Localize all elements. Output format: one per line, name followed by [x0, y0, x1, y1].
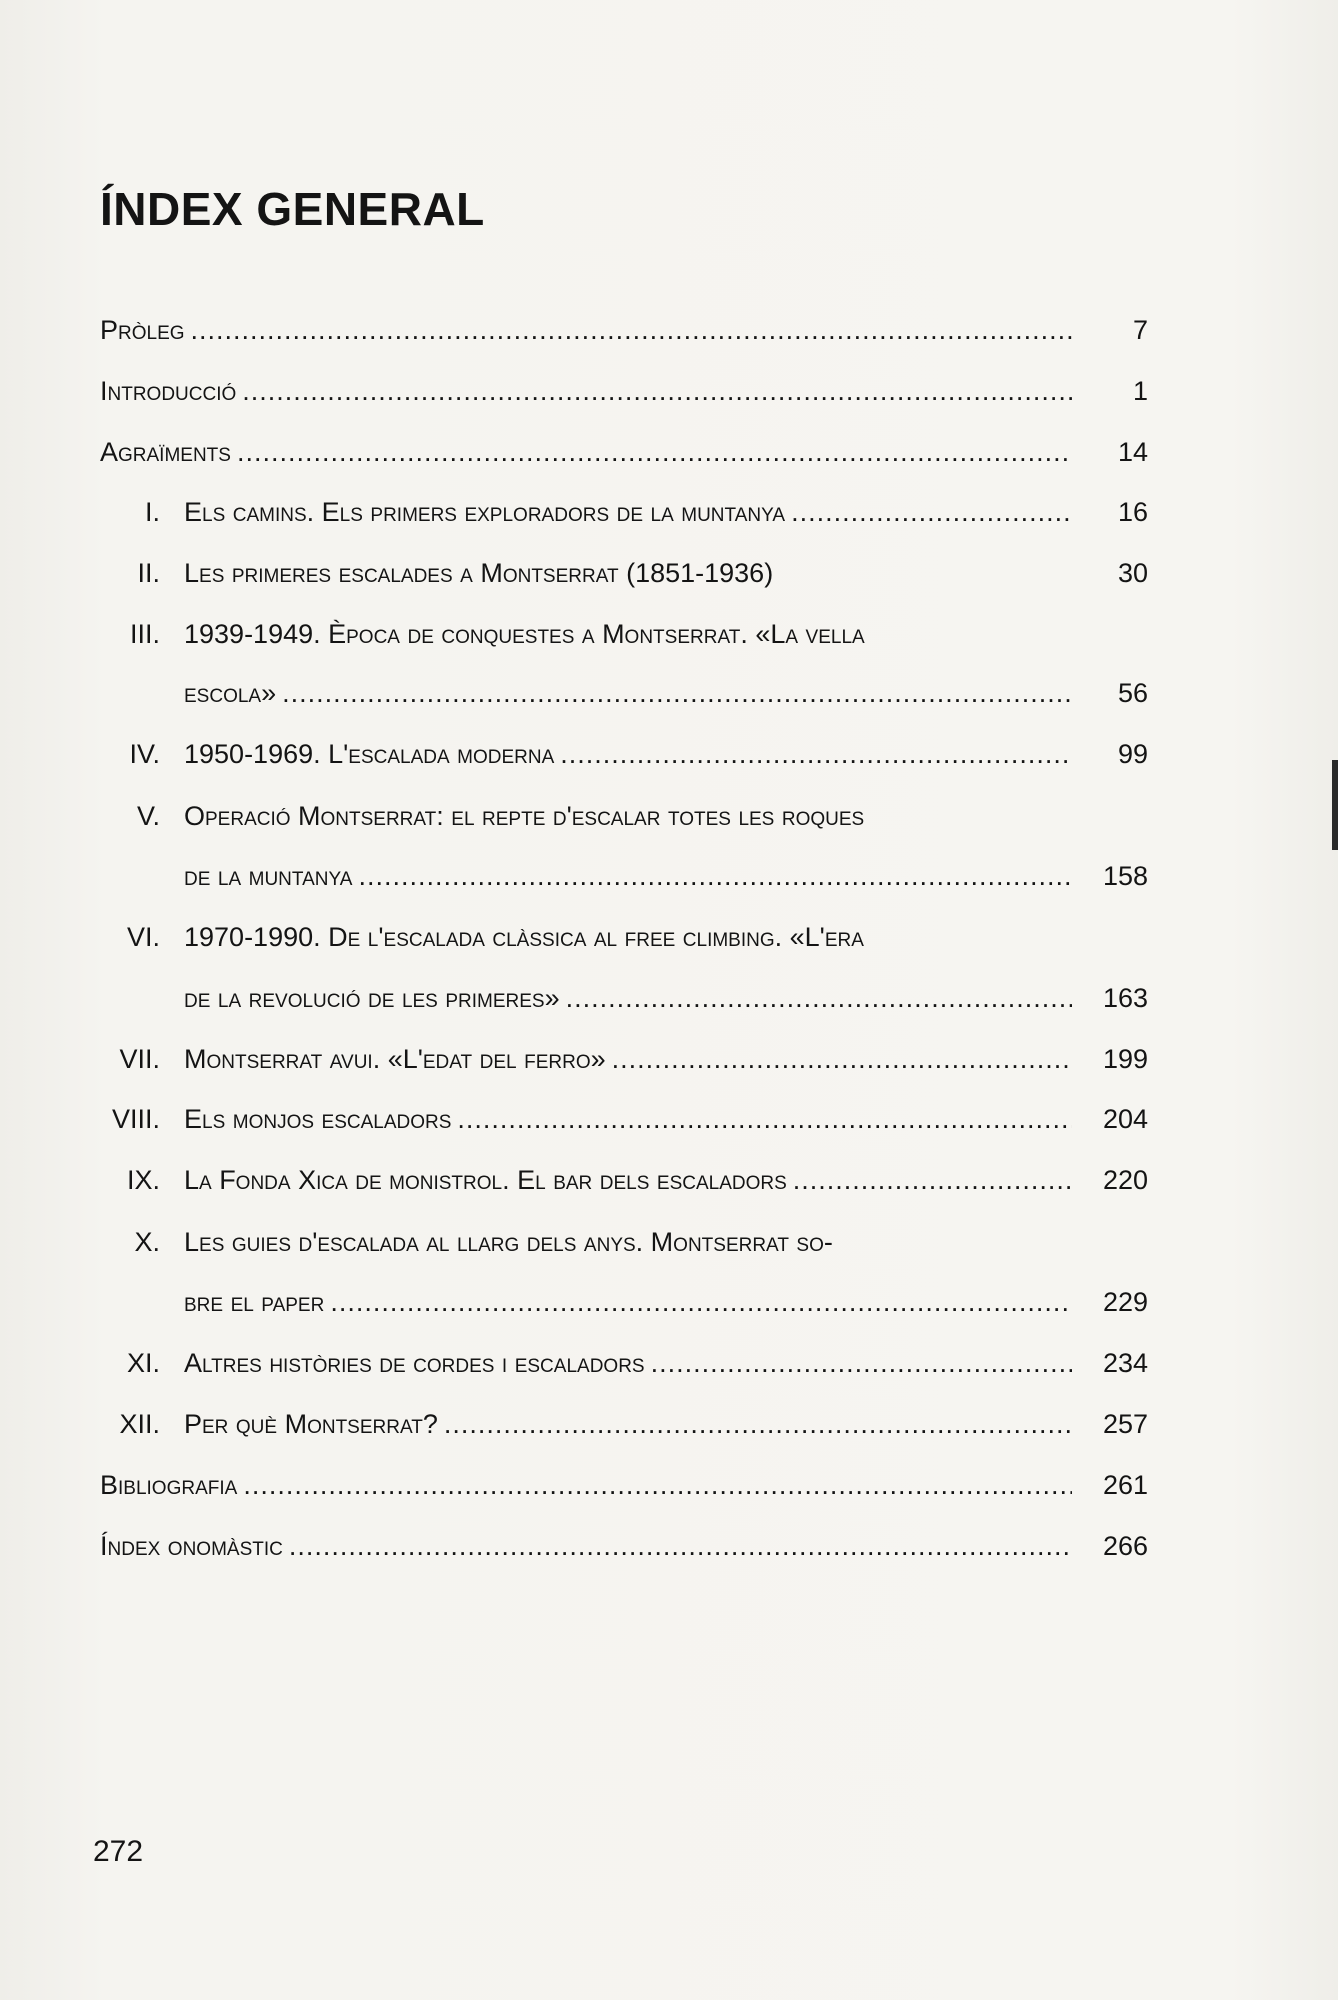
toc-entry	[184, 1281, 1148, 1323]
toc-entry-title: Per què Montserrat?	[184, 1409, 438, 1439]
dot-leader	[289, 1525, 1072, 1567]
dot-leader	[566, 977, 1072, 1019]
toc-entry-title: Índex onomàstic	[100, 1531, 283, 1561]
chapter-number: IV.	[129, 739, 160, 769]
page-number: 272	[93, 1835, 144, 1868]
dot-leader	[612, 1038, 1072, 1080]
toc-entry-page: 99	[1117, 739, 1148, 769]
toc-entry-page: 234	[1102, 1348, 1148, 1378]
toc-entry-title-cont: escola»	[184, 678, 277, 708]
toc-entry-title-cont: de la revolució de les primeres»	[184, 983, 560, 1013]
toc-entry-title: 1939-1949. Època de conquestes a Montserrat. «La vella	[184, 619, 865, 649]
toc-entry-title: Bibliografia	[100, 1470, 238, 1500]
toc-entry	[100, 1525, 1148, 1567]
toc-entry	[184, 1098, 1148, 1140]
toc-entry-page: 7	[1132, 315, 1148, 345]
dot-leader	[330, 1281, 1072, 1323]
toc-entry-line1	[184, 916, 1148, 958]
toc-entry-page: 14	[1117, 437, 1148, 467]
toc-entry	[184, 977, 1148, 1019]
toc-entry-title: 1950-1969. L'escalada moderna	[184, 739, 555, 769]
chapter-number: X.	[134, 1227, 160, 1257]
toc-entry	[184, 1038, 1148, 1080]
toc-entry-page: 30	[1117, 558, 1148, 588]
toc-entry-title: Els camins. Els primers exploradors de la muntanya	[184, 497, 786, 527]
toc-entry-page: 266	[1102, 1531, 1148, 1561]
toc-entry	[184, 552, 1148, 594]
toc-entry	[100, 1464, 1148, 1506]
toc-entry	[184, 672, 1148, 714]
toc-entry	[184, 855, 1148, 897]
chapter-number: V.	[136, 801, 160, 831]
toc-entry-title: La Fonda Xica de monistrol. El bar dels escaladors	[184, 1165, 787, 1195]
chapter-number: IX.	[126, 1165, 160, 1195]
toc-entry-page: 261	[1102, 1470, 1148, 1500]
chapter-number: VII.	[119, 1044, 160, 1074]
toc-entry	[100, 370, 1148, 412]
toc-entry-title: Els monjos escaladors	[184, 1104, 452, 1134]
chapter-number: VI.	[126, 922, 160, 952]
toc-entry-page: 199	[1102, 1044, 1148, 1074]
toc-entry-line1	[184, 1221, 1148, 1263]
toc-entry-page: 220	[1102, 1165, 1148, 1195]
toc-entry	[184, 733, 1148, 775]
toc-entry	[184, 1403, 1148, 1445]
page-title: ÍNDEX GENERAL	[100, 183, 485, 235]
chapter-number: III.	[129, 619, 160, 649]
dot-leader	[791, 491, 1072, 533]
chapter-number: VIII.	[111, 1104, 160, 1134]
toc-entry-title: Pròleg	[100, 315, 185, 345]
toc-entry-page: 1	[1132, 376, 1148, 406]
dot-leader	[793, 1159, 1072, 1201]
chapter-number: XII.	[119, 1409, 160, 1439]
toc-entry	[184, 1342, 1148, 1384]
toc-entry-page: 204	[1102, 1104, 1148, 1134]
toc-entry-title-cont: de la muntanya	[184, 861, 353, 891]
toc-entry-page: 56	[1117, 678, 1148, 708]
chapter-number: II.	[137, 558, 160, 588]
chapter-number: I.	[144, 497, 160, 527]
toc-entry	[100, 309, 1148, 351]
toc-entry	[184, 491, 1148, 533]
dot-leader	[243, 1464, 1072, 1506]
toc-entry-line1	[184, 795, 1148, 837]
dot-leader	[237, 431, 1072, 473]
toc-entry	[100, 431, 1148, 473]
toc-entry-page: 163	[1102, 983, 1148, 1013]
dot-leader	[444, 1403, 1072, 1445]
dot-leader	[651, 1342, 1072, 1384]
dot-leader	[457, 1098, 1072, 1140]
toc-entry-title-cont: bre el paper	[184, 1287, 325, 1317]
toc-entry-title: Operació Montserrat: el repte d'escalar totes les roques	[184, 801, 865, 831]
chapter-number: XI.	[126, 1348, 160, 1378]
toc-entry	[184, 1159, 1148, 1201]
toc-entry-page: 16	[1117, 497, 1148, 527]
toc-entry-title: Les primeres escalades a Montserrat (1851-1936)	[184, 558, 774, 588]
toc-entry-line1	[184, 613, 1148, 655]
dot-leader	[191, 309, 1072, 351]
toc-entry-title: Les guies d'escalada al llarg dels anys. Montserrat so-	[184, 1227, 833, 1257]
toc-entry-title: 1970-1990. De l'escalada clàssica al free climbing. «L'era	[184, 922, 864, 952]
toc-entry-page: 257	[1102, 1409, 1148, 1439]
toc-entry-title: Altres històries de cordes i escaladors	[184, 1348, 645, 1378]
toc-entry-title: Introducció	[100, 376, 237, 406]
toc-entry-page: 158	[1102, 861, 1148, 891]
dot-leader	[560, 733, 1072, 775]
dot-leader	[282, 672, 1072, 714]
toc-entry-page: 229	[1102, 1287, 1148, 1317]
dot-leader	[242, 370, 1072, 412]
toc-entry-title: Montserrat avui. «L'edat del ferro»	[184, 1044, 606, 1074]
page-edge-mark	[1332, 760, 1338, 850]
toc-entry-title: Agraïments	[100, 437, 231, 467]
dot-leader	[358, 855, 1072, 897]
